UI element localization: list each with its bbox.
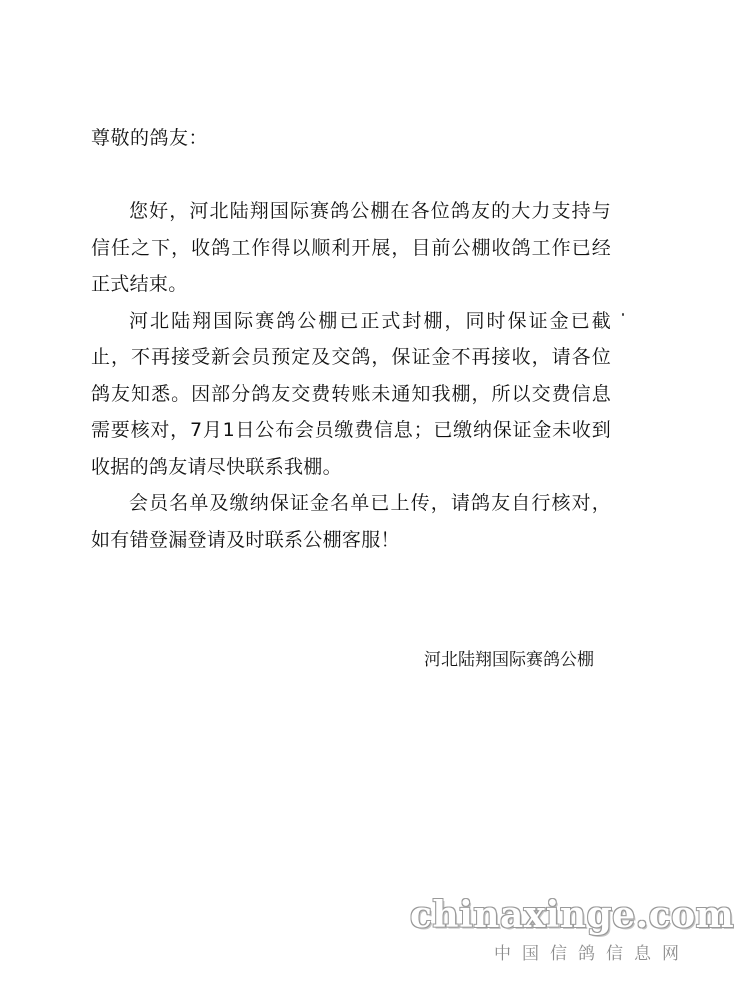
- letter-body: [91, 193, 611, 558]
- salutation: 尊敬的鸽友：: [91, 127, 209, 149]
- watermark-site-name: 中国信鸽信息网: [494, 944, 690, 964]
- paragraph-closure-notice: 河北陆翔国际赛鸽公棚已正式封棚，同时保证金已截止，不再接受新会员预定及交鸽，保证金不再接收，请各位鸽友知悉。因部分鸽友交费转账未通知我棚，所以交费信息需要核对，7月1日公布会员缴费信息；已缴纳保证金未收到收据的鸽友请尽快联系我棚。: [91, 309, 611, 478]
- watermark: [410, 893, 734, 965]
- scan-speck: [622, 313, 624, 316]
- signature: 河北陆翔国际赛鸽公棚: [424, 650, 594, 670]
- paragraph-member-list: 会员名单及缴纳保证金名单已上传，请鸽友自行核对，如有错登漏登请及时联系公棚客服！: [91, 492, 611, 551]
- paragraph-greeting: 您好，河北陆翔国际赛鸽公棚在各位鸽友的大力支持与信任之下，收鸽工作得以顺利开展，目前公棚收鸽工作已经正式结束。: [91, 200, 611, 295]
- watermark-domain: chinaxinge.com: [410, 894, 734, 936]
